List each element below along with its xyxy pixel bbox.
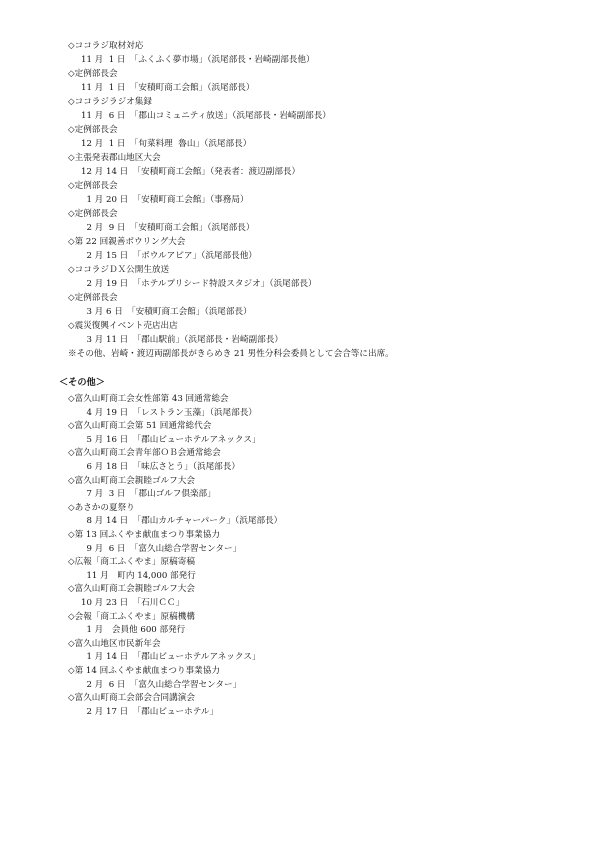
entry-title: ◇あさかの夏祭り (68, 502, 135, 513)
entry-title: ◇ココラジラジオ集録 (68, 97, 152, 107)
entry-detail: 11 月 6 日 「郡山コミュニティ放送」（浜尾部長・岩崎副部長） (81, 111, 331, 121)
entry-title: ◇定例部長会 (68, 181, 118, 191)
entry-detail: 5 月 16 日 「郡山ビューホテルアネックス」 (81, 434, 261, 445)
entry-title: ◇富久山町商工会親睦ゴルフ大会 (68, 475, 195, 486)
entry-detail: 11 月 1 日 「ふくふく夢市場」（浜尾部長・岩崎副部長他） (81, 55, 315, 65)
entry-detail: 3 月 6 日 「安積町商工会館」（浜尾部長） (81, 307, 252, 317)
entry-title: ◇広報「商工ふくやま」原稿寄稿 (68, 557, 195, 568)
entry-title: ◇定例部長会 (68, 209, 118, 219)
entry-title: ◇富久山町商工会部会合同講演会 (68, 693, 195, 704)
entry-detail: 11 月 1 日 「安積町商工会館」（浜尾部長） (81, 83, 255, 93)
entry-title: ◇第 22 回親善ボウリング大会 (68, 237, 186, 247)
entry-detail: 11 月 町内 14,000 部発行 (81, 570, 196, 581)
entry-detail: 10 月 23 日 「石川ＣＣ」 (81, 598, 185, 608)
entry-detail: 12 月 1 日 「旬菜料理 魯山」（浜尾部長） (81, 139, 252, 149)
entry-detail: 1 月 20 日 「安積町商工会館」（事務局） (81, 195, 249, 205)
entry-detail: 1 月 14 日 「郡山ビューホテルアネックス」 (81, 652, 261, 663)
entry-title: ◇ココラジＤＸ公開生放送 (68, 265, 170, 275)
entry-title: ◇定例部長会 (68, 125, 118, 135)
entry-detail: 2 月 15 日 「ボウルアピア」（浜尾部長他） (81, 251, 257, 261)
entry-title: ◇主張発表郡山地区大会 (68, 153, 161, 163)
entry-detail: 8 月 14 日 「郡山カルチャーパーク」（浜尾部長） (81, 516, 283, 527)
entry-title: ◇会報「商工ふくやま」原稿機構 (68, 611, 195, 622)
entry-detail: 2 月 19 日 「ホテルプリシード特設スタジオ」（浜尾部長） (81, 279, 317, 289)
entry-detail: 7 月 3 日 「郡山ゴルフ倶楽部」 (81, 489, 216, 500)
entry-detail: 6 月 18 日 「味広さとう」（浜尾部長） (81, 462, 240, 472)
entry-title: ◇第 14 回ふくやま献血まつり事業協力 (68, 666, 220, 676)
entry-note: ※その他、岩崎・渡辺両副部長がきらめき 21 男性分科会委員として会合等に出席。 (68, 349, 394, 359)
entry-detail: 12 月 14 日 「安積町商工会館」（発表者：渡辺副部長） (81, 167, 301, 177)
entry-detail: 2 月 6 日 「富久山総合学習センター」 (81, 679, 242, 690)
entry-title: ◇震災復興イベント売店出店 (68, 321, 178, 331)
entry-title: ◇富久山町商工会女性部第 43 回通常総会 (68, 394, 229, 404)
entry-title: ◇富久山町商工会第 51 回通常総代会 (68, 421, 212, 432)
entry-detail: 9 月 6 日 「富久山総合学習センター」 (81, 543, 242, 554)
entry-title: ◇富久山地区市民新年会 (68, 638, 161, 649)
entry-title: ◇ココラジ取材対応 (68, 41, 144, 51)
entry-detail: 4 月 19 日 「レストラン玉藻」（浜尾部長） (81, 407, 257, 418)
entry-title: ◇第 13 回ふくやま献血まつり事業協力 (68, 530, 220, 540)
entry-detail: 3 月 11 日 「郡山駅前」（浜尾部長・岩崎副部長） (81, 335, 283, 345)
entry-detail: 2 月 17 日 「郡山ビューホテル」 (81, 706, 219, 717)
entry-title: ◇定例部長会 (68, 293, 118, 303)
entry-title: ◇富久山町商工会親睦ゴルフ大会 (68, 584, 195, 595)
entry-title: ◇定例部長会 (68, 69, 118, 79)
entry-detail: 2 月 9 日 「安積町商工会館」（浜尾部長） (81, 223, 255, 233)
entry-title: ◇富久山町商工会青年部ＯＢ会通常総会 (68, 448, 221, 459)
section-heading-other: ＜その他＞ (59, 377, 105, 388)
entry-detail: 1 月 会員他 600 部発行 (81, 625, 186, 636)
